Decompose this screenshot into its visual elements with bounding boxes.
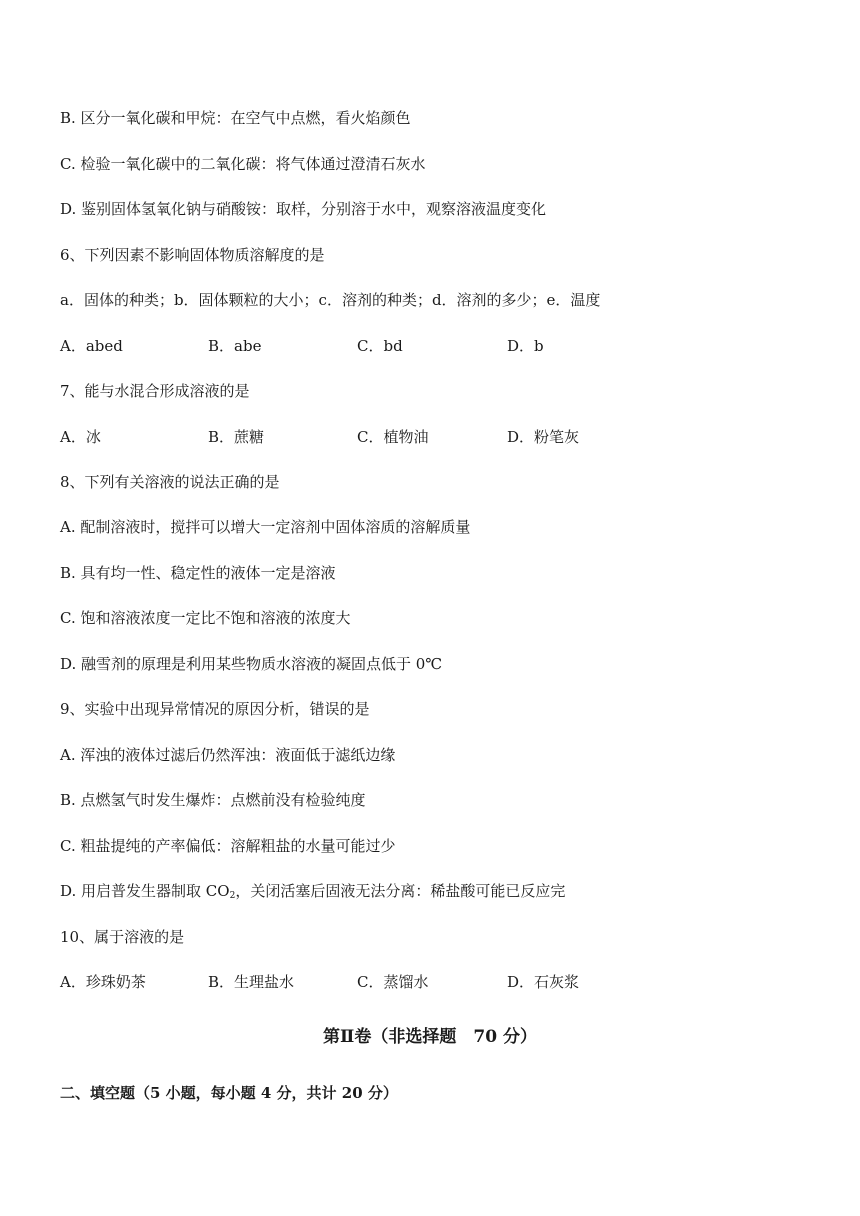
q6-option-a: A．abed [60,337,123,355]
q10-option-c: C．蒸馏水 [357,973,429,991]
q6-option-d: D．b [507,337,544,355]
q6-option-b: B．abe [208,337,262,355]
q7-option-a: A．冰 [60,428,101,446]
q5-option-b: B. 区分一氧化碳和甲烷：在空气中点燃，看火焰颜色 [60,109,411,127]
q8-option-b: B. 具有均一性、稳定性的液体一定是溶液 [60,564,336,582]
q7-option-b: B．蔗糖 [208,428,265,446]
q10-stem: 10、属于溶液的是 [60,928,185,946]
q8-option-a: A. 配制溶液时，搅拌可以增大一定溶剂中固体溶质的溶解质量 [60,518,471,536]
q9-option-a: A. 浑浊的液体过滤后仍然浑浊：液面低于滤纸边缘 [60,746,396,764]
q6-factors: a．固体的种类；b．固体颗粒的大小；c．溶剂的种类；d．溶剂的多少；e．温度 [60,291,601,309]
q5-option-d: D. 鉴别固体氢氧化钠与硝酸铵：取样，分别溶于水中，观察溶液温度变化 [60,200,547,218]
q9-option-d-post: ，关闭活塞后固液无法分离：稀盐酸可能已反应完 [235,882,566,900]
q10-option-b: B．生理盐水 [208,973,295,991]
q8-option-c: C. 饱和溶液浓度一定比不饱和溶液的浓度大 [60,609,351,627]
q7-option-c: C．植物油 [357,428,429,446]
section-two-title: 二、填空题（5 小题，每小题 4 分，共计 20 分） [60,1084,398,1102]
q7-option-d: D．粉笔灰 [507,428,580,446]
q7-stem: 7、能与水混合形成溶液的是 [60,382,250,400]
q10-option-a: A．珍珠奶茶 [60,973,146,991]
q10-option-d: D．石灰浆 [507,973,580,991]
q6-option-c: C．bd [357,337,403,355]
q5-option-c: C. 检验一氧化碳中的二氧化碳：将气体通过澄清石灰水 [60,155,426,173]
q6-stem: 6、下列因素不影响固体物质溶解度的是 [60,246,325,264]
q9-option-c: C. 粗盐提纯的产率偏低：溶解粗盐的水量可能过少 [60,837,396,855]
q8-stem: 8、下列有关溶液的说法正确的是 [60,473,280,491]
co2-subscript: 2 [229,891,236,901]
q9-option-b: B. 点燃氢气时发生爆炸：点燃前没有检验纯度 [60,791,366,809]
q9-option-d [60,881,565,906]
q9-option-d-pre: D. 用启普发生器制取 CO [60,882,230,900]
q8-option-d: D. 融雪剂的原理是利用某些物质水溶液的凝固点低于 0℃ [60,655,443,673]
part-two-title: 第Ⅱ卷（非选择题 70 分） [323,1027,537,1047]
q9-stem: 9、实验中出现异常情况的原因分析，错误的是 [60,700,370,718]
